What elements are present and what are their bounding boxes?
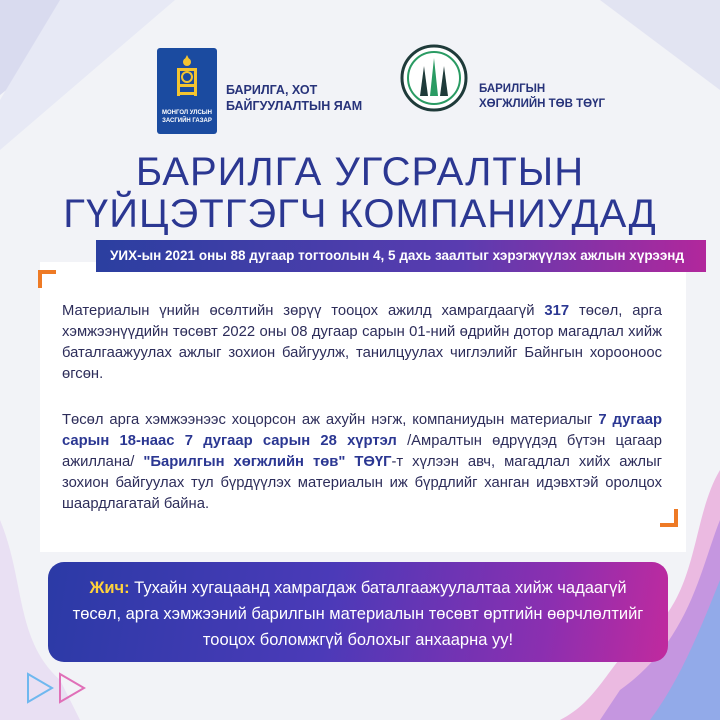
organization-name: "Барилгын хөгжлийн төв" ТӨҮГ [143,454,392,470]
paragraph-2-text: Төсөл арга хэмжээнээс хоцорсон аж ахуйн нэгж, компаниудын материалыг [62,412,599,428]
soyombo-emblem-icon [173,54,201,102]
ministry-name [226,82,362,114]
page-title-line2: ГҮЙЦЭТГЭГЧ КОМПАНИУДАД [63,192,657,236]
ministry-name-line2: БАЙГУУЛАЛТЫН ЯАМ [226,99,363,113]
paragraph-2-text-middle: /Амралтын өдрүүдэд бүтэн цагаар ажиллана/ [62,433,662,470]
submission-dates: 7 дугаар сарын 18-наас 7 дугаар сарын 28 хүртэл [62,412,662,449]
paragraph-1-text-end: төсөл, арга хэмжээнүүдийн төсөвт 2022 оны 08 дугаар сарын 01-ний өдрийн дотор магадлал хийж баталгаажуулах ажлыг зохион байгуулж, танилцуулах чиглэлийг Байнгын хорооноос өгсөн. [62,303,662,382]
paragraph-2-text-end: -т хүлээн авч, магадлал хийх ажлыг зохион байгуулах тул бүрдүүлэх материалын иж бүрдлийг ханган идэвхтэй оролцох шаардлагатай байна. [62,454,663,512]
page-title-line1: БАРИЛГА УГСРАЛТЫН [135,150,585,194]
project-count: 317 [544,303,570,319]
fund-name [479,82,605,112]
logo-caption-line2: ЗАСГИЙН ГАЗАР [162,118,212,124]
government-logo [157,48,217,134]
logo-caption-line1: МОНГОЛ УЛСЫН [162,110,212,116]
corner-accent-top-left [38,270,56,288]
ministry-name-line1: БАРИЛГА, ХОТ [226,83,318,97]
subtitle-ribbon: УИХ-ын 2021 оны 88 дугаар тогтоолын 4, 5 дахь заалтыг хэрэгжүүлэх ажлын хүрээнд [96,240,706,272]
construction-fund-logo-icon [400,44,468,112]
fund-name-line1: БАРИЛГЫН [479,83,546,95]
note-box [48,562,668,662]
corner-accent-bottom-right [660,509,678,527]
paragraph-1-text: Материалын үнийн өсөлтийн зөрүү тооцох ажилд хамрагдаагүй [62,303,545,319]
paragraph-2 [62,410,662,515]
fund-name-line2: ХӨГЖЛИЙН ТӨВ ТӨҮГ [479,98,605,110]
note-label: Жич: [89,579,130,597]
paragraph-1 [62,301,662,385]
note-text: Тухайн хугацаанд хамрагдаж баталгаажуулалтаа хийж чадаагүй төсөл, арга хэмжээний барилгын материалын төсөвт өртгийн өөрчлөлтийг тооцох боломжгүй болохыг анхаарна уу! [72,579,644,649]
